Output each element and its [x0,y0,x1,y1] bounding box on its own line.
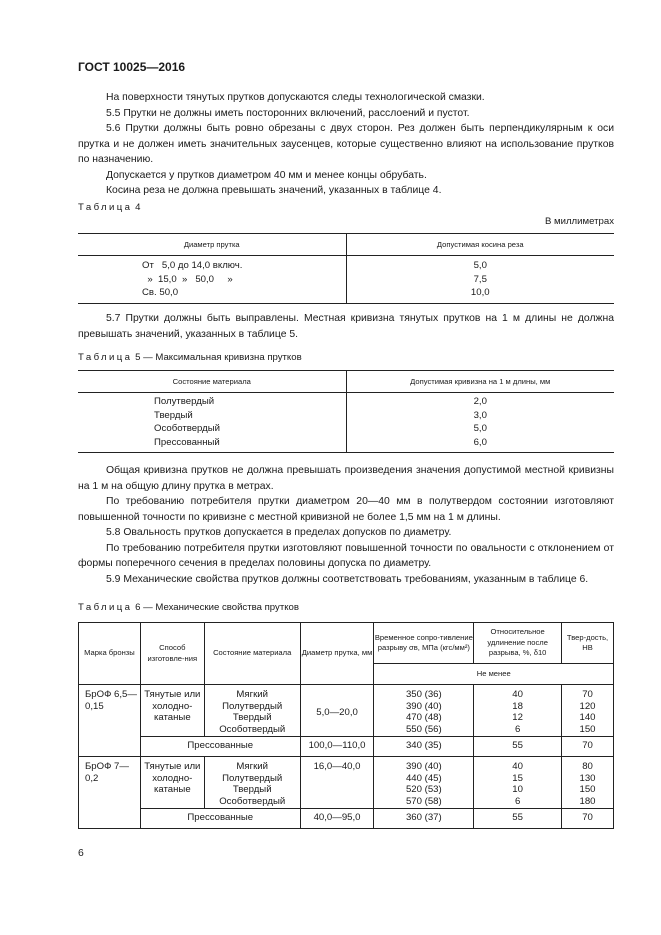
hardness-value: 70 [582,689,593,700]
table-6 [78,622,614,829]
state-item: Полутвердый [222,772,283,784]
elongation-value: 12 [512,712,523,724]
paragraph: Косина реза не должна превышать значений, указанных в таблице 4. [106,185,442,196]
strength-value: 350 (36) [405,689,442,700]
diameter-cell: 16,0—40,0 [300,756,374,808]
table-cell: От 5,0 до 14,0 включ. [142,260,243,271]
table4-caption [78,202,140,213]
paragraph: Общая кривизна прутков не должна превышать произведения значения допустимой местной кривизны на 1 м на общую длину прутка в метрах. [78,465,614,492]
column-header-state: Состояние материала [204,623,300,685]
grade-cell: БрОФ 6,5—0,15 [79,685,141,757]
grade-cell: БрОФ 7—0,2 [79,756,141,828]
caption-title: 6 — Механические свойства прутков [135,602,299,613]
diameter-cell: 100,0—110,0 [300,736,374,756]
caption-number: 4 [135,202,141,213]
state-item: Особотвердый [219,795,286,807]
table-cell: Твердый [154,409,193,421]
caption-word: Таблица [78,602,133,613]
table5-caption [78,352,302,363]
table6-caption [78,602,299,613]
hardness-cell [562,756,614,808]
page-number: 6 [78,848,84,859]
table4-unit-note: В миллиметрах [544,216,614,227]
strength-value: 440 (45) [405,772,442,784]
table-cell: 6,0 [346,436,614,453]
table-cell: Полутвердый [154,396,215,407]
paragraph: 5.7 Прутки должны быть выправлены. Местная кривизна тянутых прутков на 1 м длины не должна превышать значений, указанных в таблице 5. [78,313,614,340]
strength-cell: 340 (35) [374,736,474,756]
elongation-value: 6 [514,724,521,736]
diameter-cell: 5,0—20,0 [300,685,374,737]
table-cell: Особотвердый [154,423,221,434]
paragraph: По требованию потребителя прутки изготовляют повышенной точности по овальности с отклонением от формы поперечного сечения в пределах половины допуска по диаметру. [78,542,614,569]
caption-title: 5 — Максимальная кривизна прутков [135,352,302,363]
strength-cell [374,685,474,737]
hardness-value: 130 [579,772,596,784]
elongation-value: 40 [512,689,523,700]
paragraph-5-7 [78,311,614,342]
caption-word: Таблица [78,352,133,363]
hardness-value: 140 [579,712,596,724]
not-less-header: Не менее [374,664,614,685]
strength-value: 570 (58) [405,795,442,807]
strength-cell: 360 (37) [374,808,474,828]
strength-cell [374,756,474,808]
paragraph: 5.8 Овальность прутков допускается в пределах допусков по диаметру. [106,527,452,538]
diameter-cell: 40,0—95,0 [300,808,374,828]
column-header: Допустимая косина реза [346,234,614,256]
state-cell [204,685,300,737]
state-cell [204,756,300,808]
hardness-value: 150 [579,724,596,736]
paragraph: По требованию потребителя прутки диаметром 20—40 мм в полутвердом состоянии изготовляют повышенной точности по кривизне с местной кривизной не более 1,5 мм на 1 м длины. [78,496,614,523]
hardness-value: 150 [579,784,596,796]
hardness-value: 180 [579,795,596,807]
state-item: Мягкий [236,760,268,772]
paragraph: Допускается у прутков диаметром 40 мм и менее концы обрубать. [106,169,427,181]
document-code: ГОСТ 10025—2016 [78,60,186,74]
strength-value: 390 (40) [405,700,442,712]
elongation-value: 6 [514,795,521,807]
paragraphs-mid [78,463,614,587]
table-4 [78,233,614,304]
table-cell: 5,0 [346,256,614,273]
elongation-value: 40 [512,760,523,772]
column-header: Допустимая кривизна на 1 м длины, мм [346,371,614,393]
elongation-value: 18 [512,700,523,712]
paragraph: 5.6 Прутки должны быть ровно обрезаны с двух сторон. Рез должен быть перпендикулярным к оси прутка и не должен иметь значительных заусенцев, которые существенно влияют на использование прутков по назначению. [78,123,614,165]
strength-value: 390 (40) [405,760,442,772]
hardness-value: 120 [579,700,596,712]
paragraph: На поверхности тянутых прутков допускаются следы технологической смазки. [106,92,485,103]
column-header: Диаметр прутка [78,234,346,256]
caption-word: Таблица [78,202,133,213]
table-cell: Св. 50,0 [142,287,179,298]
paragraphs-top [78,90,614,199]
pressed-label-cell: Прессованные [140,736,300,756]
table-cell: 3,0 [346,409,614,423]
paragraph: 5.5 Прутки не должны иметь посторонних включений, расслоений и пустот. [106,107,470,119]
column-header-strength: Временное сопро-тивление разрыву σв, МПа (кгс/мм²) [374,623,474,664]
table-cell: 5,0 [346,422,614,436]
hardness-cell: 70 [562,736,614,756]
column-header-elongation: Относительное удлинение после разрыва, %, δ10 [474,623,562,664]
table-cell: Прессованный [154,436,220,448]
state-item: Полутвердый [222,700,283,712]
state-item: Мягкий [236,689,268,700]
elongation-value: 15 [512,772,523,784]
elongation-cell: 55 [474,808,562,828]
paragraph: 5.9 Механические свойства прутков должны соответствовать требованиям, указанным в таблице 6. [106,573,589,585]
elongation-value: 10 [512,784,523,796]
strength-value: 550 (56) [405,724,442,736]
elongation-cell: 55 [474,736,562,756]
table-cell: 7,5 [346,273,614,287]
pressed-label-cell: Прессованные [140,808,300,828]
table-5 [78,370,614,453]
elongation-cell [474,756,562,808]
method-cell: Тянутые или холодно-катаные [140,756,204,808]
column-header-grade: Марка бронзы [79,623,141,685]
hardness-cell [562,685,614,737]
column-header-hardness: Твер-дость, НВ [562,623,614,664]
strength-value: 470 (48) [405,712,442,724]
column-header-method: Способ изготовле-ния [140,623,204,685]
table-cell: » 15,0 » 50,0 » [142,273,233,285]
column-header-diameter: Диаметр прутка, мм [300,623,374,685]
table-cell: 2,0 [346,393,614,409]
strength-value: 520 (53) [405,784,442,796]
state-item: Особотвердый [219,724,286,736]
elongation-cell [474,685,562,737]
state-item: Твердый [232,712,272,724]
method-cell: Тянутые или холодно-катаные [140,685,204,737]
column-header: Состояние материала [78,371,346,393]
state-item: Твердый [232,784,272,796]
hardness-value: 80 [582,760,593,772]
hardness-cell: 70 [562,808,614,828]
table-cell: 10,0 [346,286,614,303]
